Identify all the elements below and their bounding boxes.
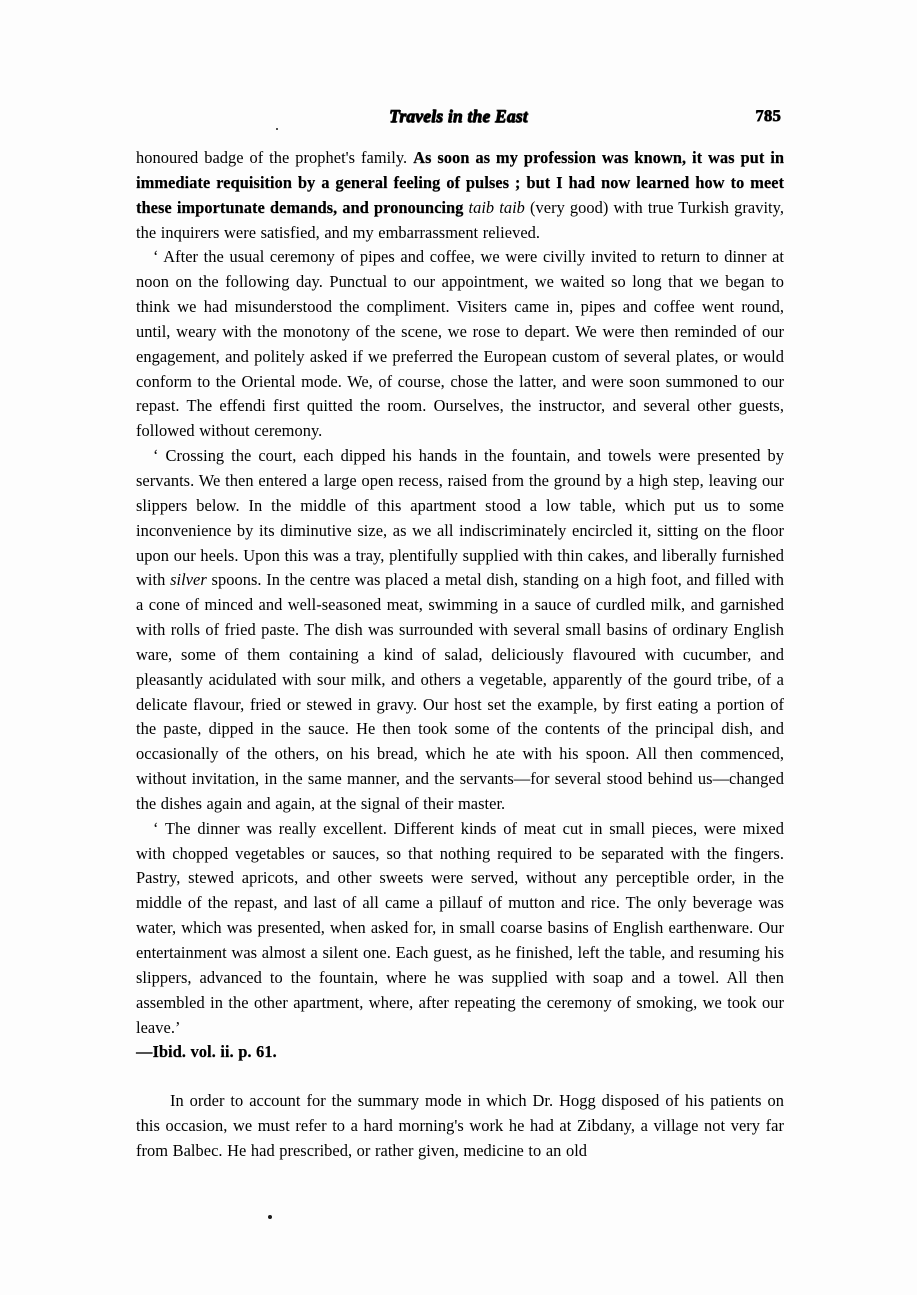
text-run: ‘ Crossing the court, each dipped his hands in the fountain, and towels were presented by servants. We then entered a large open recess, raised from the ground by a high step, leaving our slippers below. In the middle of this apartment stood a low table, which put us to some inconvenience by its diminutive size, as we all indiscriminately encircled it, sitting on the floor upon our heels. Upon this was a tray, plentifully supplied with thin cakes, and liberally furnished with <box>136 446 784 590</box>
text-run: In order to account for the summary mode in which Dr. Hogg disposed of his patients on this occasion, we must refer to a hard morning's work he had at Zibdany, a village not very far from Balbec. He had prescribed, or rather given, medicine to an old <box>136 1091 784 1160</box>
heavy-ink-run: —Ibid. vol. ii. p. 61. <box>136 1042 277 1062</box>
text-run: honoured badge of the prophet's family. <box>136 148 414 167</box>
paragraph-crossing-the-court <box>136 444 784 817</box>
scan-speck <box>268 1215 272 1219</box>
paragraph-citation <box>136 1040 784 1065</box>
text-run: ‘ After the usual ceremony of pipes and coffee, we were civilly invited to return to dinner at noon on the following day. Punctual to our appointment, we waited so long that we began to think we had misunderstood the compliment. Visiters came in, pipes and coffee went round, until, weary with the monotony of the scene, we rose to depart. We were then reminded of our engagement, and politely asked if we preferred the European custom of several plates, or would conform to the Oriental mode. We, of course, chose the latter, and were soon summoned to our repast. The effendi first quitted the room. Ourselves, the instructor, and several other guests, followed without ceremony. <box>136 247 784 441</box>
emphasised-term: taib taib <box>468 197 525 217</box>
scan-speck <box>276 128 278 130</box>
paragraph-pipes-and-coffee <box>136 245 784 444</box>
heavy-ink-run: As soon as my profession was known, it was put in immediate requisition by a general feeling of pulses ; but I had now learned how to meet these importunate demands, and pronouncing <box>136 148 785 217</box>
text-run: (very good) with true Turkish gravity, the inquirers were satisfied, and my embarrassment relieved. <box>136 197 784 242</box>
page-number: 785 <box>755 106 781 125</box>
paragraph-the-dinner <box>136 817 784 1041</box>
text-run: ‘ The dinner was really excellent. Different kinds of meat cut in small pieces, were mixed with chopped vegetables or sauces, so that nothing required to be separated with the fingers. Pastry, stewed apricots, and other sweets were served, without any perceptible order, in the middle of the repast, and last of all came a pillauf of mutton and rice. The only beverage was water, which was presented, when asked for, in small coarse basins of English earthenware. Our entertainment was almost a silent one. Each guest, as he finished, left the table, and resuming his slippers, advanced to the fountain, where he was supplied with soap and a towel. All then assembled in the other apartment, where, after repeating the ceremony of smoking, we took our leave.’ <box>136 818 784 1037</box>
running-head-title: Travels in the East <box>389 105 528 127</box>
running-head <box>136 106 781 134</box>
text-run: spoons. In the centre was placed a metal dish, standing on a high foot, and filled with a cone of minced and well-seasoned meat, swimming in a sauce of curdled milk, and garnished with rolls of fried paste. The dish was surrounded with several small basins of ordinary English ware, some of them containing a kind of salad, deliciously flavoured with cucumber, and pleasantly acidulated with sour milk, and others a vegetable, apparently of the gourd tribe, of a delicate flavour, fried or stewed in gravy. Our host set the example, by first eating a portion of the paste, dipped in the sauce. He then took some of the contents of the principal dish, and occasionally of the others, on his bread, which he ate with his spoon. All then commenced, without invitation, in the same manner, and the servants—for several stood behind us—changed the dishes again and again, at the signal of their master. <box>136 570 785 813</box>
paragraph-dr-hogg <box>136 1089 784 1164</box>
emphasised-term: silver <box>170 570 207 590</box>
paragraph-prophets-family <box>136 146 784 245</box>
text-column <box>136 146 784 1164</box>
